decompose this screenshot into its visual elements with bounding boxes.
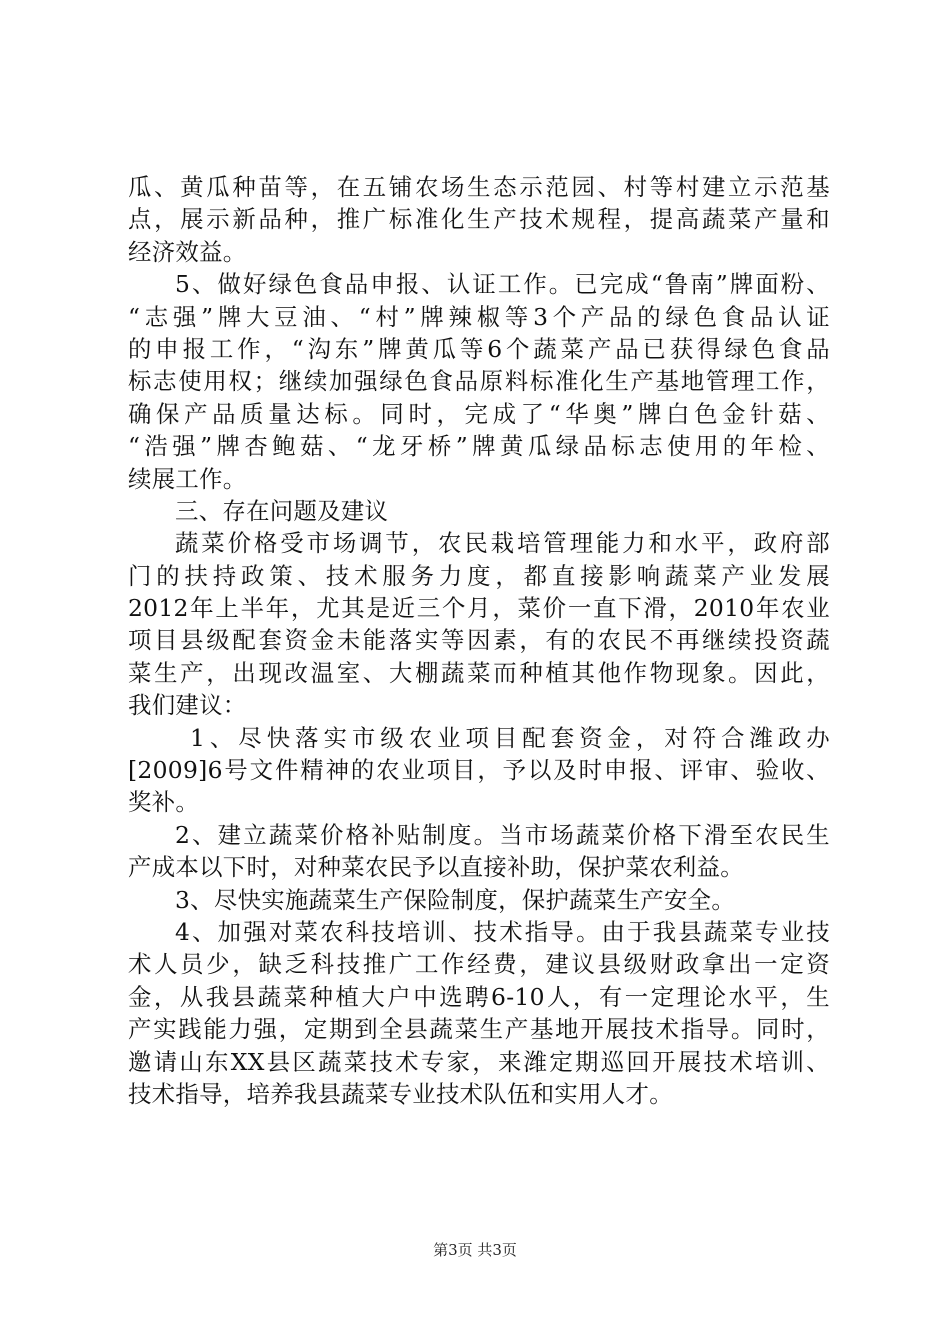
document-body [128,171,830,1110]
text-line: 的申报工作，“沟东”牌黄瓜等6个蔬菜产品已获得绿色食品 [128,334,830,363]
page-footer: 第3页 共3页 [433,1241,517,1259]
text-line: 奖补。 [128,788,200,817]
text-line: 术人员少，缺乏科技推广工作经费，建议县级财政拿出一定资 [128,950,830,979]
text-line: 邀请山东XX县区蔬菜技术专家，来潍定期巡回开展技术培训、 [128,1047,830,1076]
text-line: 门的扶持政策、技术服务力度，都直接影响蔬菜产业发展 [128,561,830,590]
text-line: [2009]6号文件精神的农业项目，予以及时申报、评审、验收、 [128,756,830,785]
text-line: 蔬菜价格受市场调节，农民栽培管理能力和水平，政府部 [175,529,830,558]
text-line: 1、尽快落实市级农业项目配套资金，对符合潍政办 [190,723,830,752]
text-line: 点，展示新品种，推广标准化生产技术规程，提高蔬菜产量和 [128,205,830,234]
text-line: 技术指导，培养我县蔬菜专业技术队伍和实用人才。 [128,1079,673,1108]
text-line: 5、做好绿色食品申报、认证工作。已完成“鲁南”牌面粉、 [175,270,830,299]
text-line: 确保产品质量达标。同时，完成了“华奥”牌白色金针菇、 [128,399,830,428]
text-line: 续展工作。 [128,464,247,493]
text-line: 2、建立蔬菜价格补贴制度。当市场蔬菜价格下滑至农民生 [175,820,830,849]
text-line: 我们建议： [128,691,247,720]
text-line: 产成本以下时，对种菜农民予以直接补助，保护菜农利益。 [128,853,744,882]
text-line: 标志使用权；继续加强绿色食品原料标准化生产基地管理工作， [128,367,830,396]
text-line: 经济效益。 [128,237,247,266]
text-line: 项目县级配套资金未能落实等因素，有的农民不再继续投资蔬 [128,626,830,655]
text-line: 3、尽快实施蔬菜生产保险制度，保护蔬菜生产安全。 [175,885,736,914]
text-line: 4、加强对菜农科技培训、技术指导。由于我县蔬菜专业技 [175,917,830,946]
text-line: 2012年上半年，尤其是近三个月，菜价一直下滑，2010年农业 [128,594,830,623]
text-line: “志强”牌大豆油、“村”牌辣椒等3个产品的绿色食品认证 [128,302,830,331]
text-line: 产实践能力强，定期到全县蔬菜生产基地开展技术指导。同时， [128,1015,830,1044]
text-line: “浩强”牌杏鲍菇、“龙牙桥”牌黄瓜绿品标志使用的年检、 [128,432,830,461]
text-line: 瓜、黄瓜种苗等，在五铺农场生态示范园、村等村建立示范基 [128,173,830,201]
text-line: 三、存在问题及建议 [175,496,389,525]
text-line: 金，从我县蔬菜种植大户中选聘6-10人，有一定理论水平，生 [128,982,830,1011]
text-line: 菜生产，出现改温室、大棚蔬菜而种植其他作物现象。因此， [128,658,830,687]
